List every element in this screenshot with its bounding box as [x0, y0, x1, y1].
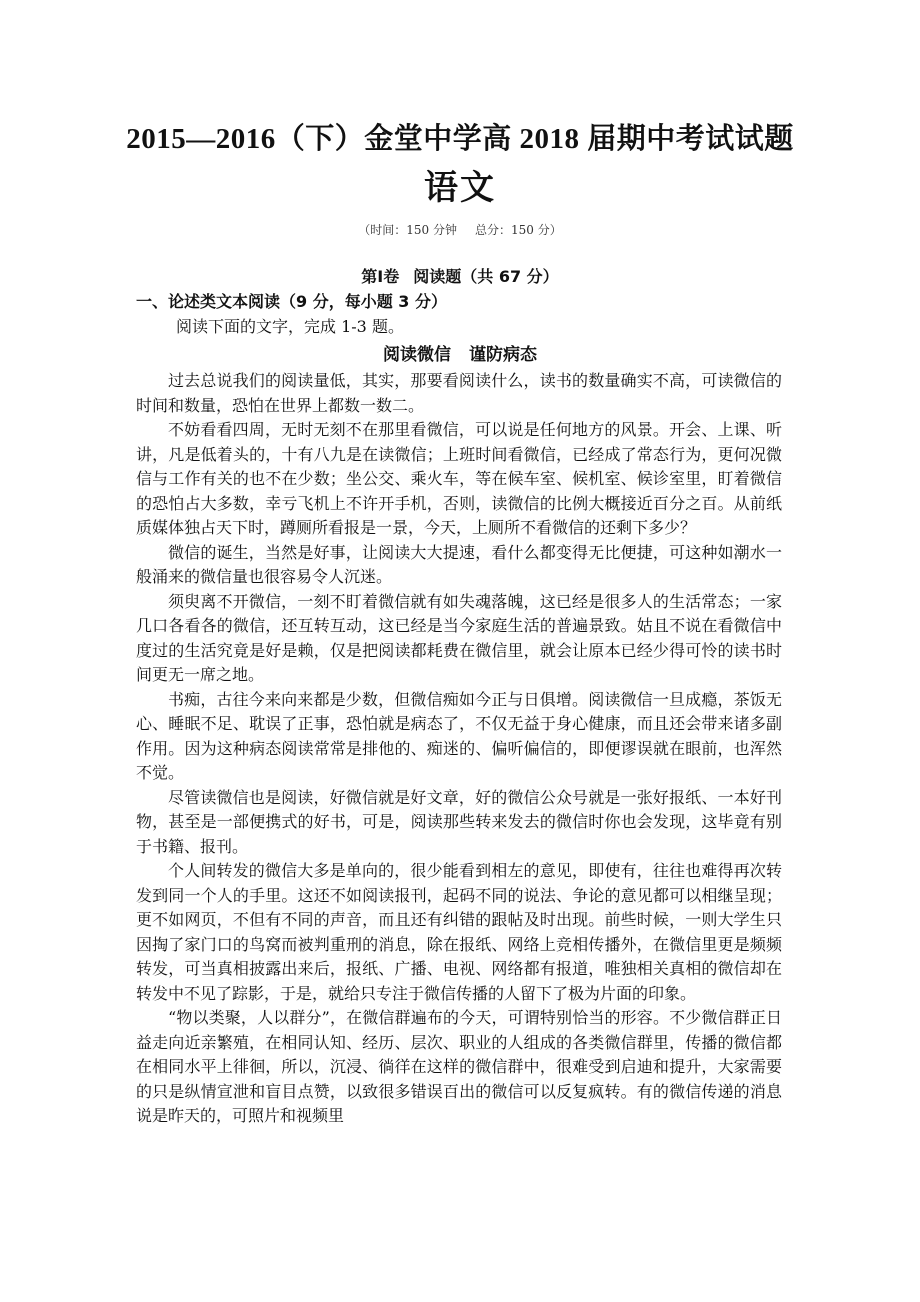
article-title — [0, 340, 920, 365]
article-paragraph: 个人间转发的微信大多是单向的，很少能看到相左的意见，即使有，往往也难得再次转发到同一个人的手里。这还不如阅读报刊，起码不同的说法、争论的意见都可以相继呈现；更不如网页，不但有不同的声音，而且还有纠错的跟帖及时出现。前些时候，一则大学生只因掏了家门口的鸟窝而被判重刑的消息，除在报纸、网络上竞相传播外，在微信里更是频频转发，可当真相披露出来后，报纸、广播、电视、网络都有报道，唯独相关真相的微信却在转发中不见了踪影，于是，就给只专注于微信传播的人留下了极为片面的印象。 — [136, 861, 782, 1003]
article-paragraph: 尽管读微信也是阅读，好微信就是好文章，好的微信公众号就是一张好报纸、一本好刊物，甚至是一部便携式的好书，可是，阅读那些转来发去的微信时你也会发现，这毕竟有别于书籍、报刊。 — [136, 787, 782, 856]
article-paragraph: 不妨看看四周，无时无刻不在那里看微信，可以说是任何地方的风景。开会、上课、听讲，凡是低着头的，十有八九是在读微信；上班时间看微信，已经成了常态行为，更何况微信与工作有关的也不在少数；坐公交、乘火车，等在候车室、候机室、候诊室里，盯着微信的恐怕占大多数，幸亏飞机上不许开手机，否则，读微信的比例大概接近百分之百。从前纸质媒体独占天下时，蹲厕所看报是一景，今天，上厕所不看微信的还剩下多少？ — [136, 420, 782, 537]
section-heading: 一、论述类文本阅读（9 分，每小题 3 分） — [136, 292, 447, 311]
part-heading — [0, 264, 920, 287]
article-paragraph: 书痴，古往今来向来都是少数，但微信痴如今正与日俱增。阅读微信一旦成瘾，茶饭无心、睡眠不足、耽误了正事，恐怕就是病态了，不仅无益于身心健康，而且还会带来诸多副作用。因为这种病态阅读常常是排他的、痴迷的、偏听偏信的，即便谬误就在眼前，也浑然不觉。 — [136, 689, 782, 782]
score-label: 总分：150 分） — [475, 223, 562, 237]
article-paragraph: 须臾离不开微信，一刻不盯着微信就有如失魂落魄，这已经是很多人的生活常态；一家几口各看各的微信，还互转互动，这已经是当今家庭生活的普遍景致。姑且不说在看微信中度过的生活究竟是好是赖，仅是把阅读都耗费在微信里，就会让原本已经少得可怜的读书时间更无一席之地。 — [136, 591, 782, 684]
article-paragraph: 过去总说我们的阅读量低，其实，那要看阅读什么，读书的数量确实不高，可读微信的时间和数量，恐怕在世界上都数一数二。 — [136, 371, 782, 415]
exam-title: 2015—2016（下）金堂中学高 2018 届期中考试试题 — [126, 123, 794, 155]
time-and-score — [0, 221, 920, 238]
part-description: 阅读题（共 67 分） — [413, 267, 559, 286]
time-label: （时间：150 分钟 — [358, 223, 457, 237]
article-paragraph: “物以类聚，人以群分”，在微信群遍布的今天，可谓特别恰当的形容。不少微信群正日益走向近亲繁殖，在相同认知、经历、层次、职业的人组成的各类微信群里，传播的微信都在相同水平上徘徊，所以，沉浸、徜徉在这样的微信群中，很难受到启迪和提升，大家需要的只是纵情宣泄和盲目点赞，以致很多错误百出的微信可以反复疯转。有的微信传递的消息说是昨天的，可照片和视频里 — [136, 1008, 782, 1125]
reading-instruction: 阅读下面的文字，完成 1-3 题。 — [176, 317, 404, 336]
part-number: 第Ⅰ卷 — [361, 267, 400, 286]
subject-title: 语文 — [424, 168, 496, 208]
article-paragraph: 微信的诞生，当然是好事，让阅读大大提速，看什么都变得无比便捷，可这种如潮水一般涌来的微信量也很容易令人沉迷。 — [136, 542, 782, 586]
article-title-right: 谨防病态 — [469, 345, 537, 365]
article-title-left: 阅读微信 — [383, 345, 451, 365]
article-body — [136, 369, 782, 1129]
